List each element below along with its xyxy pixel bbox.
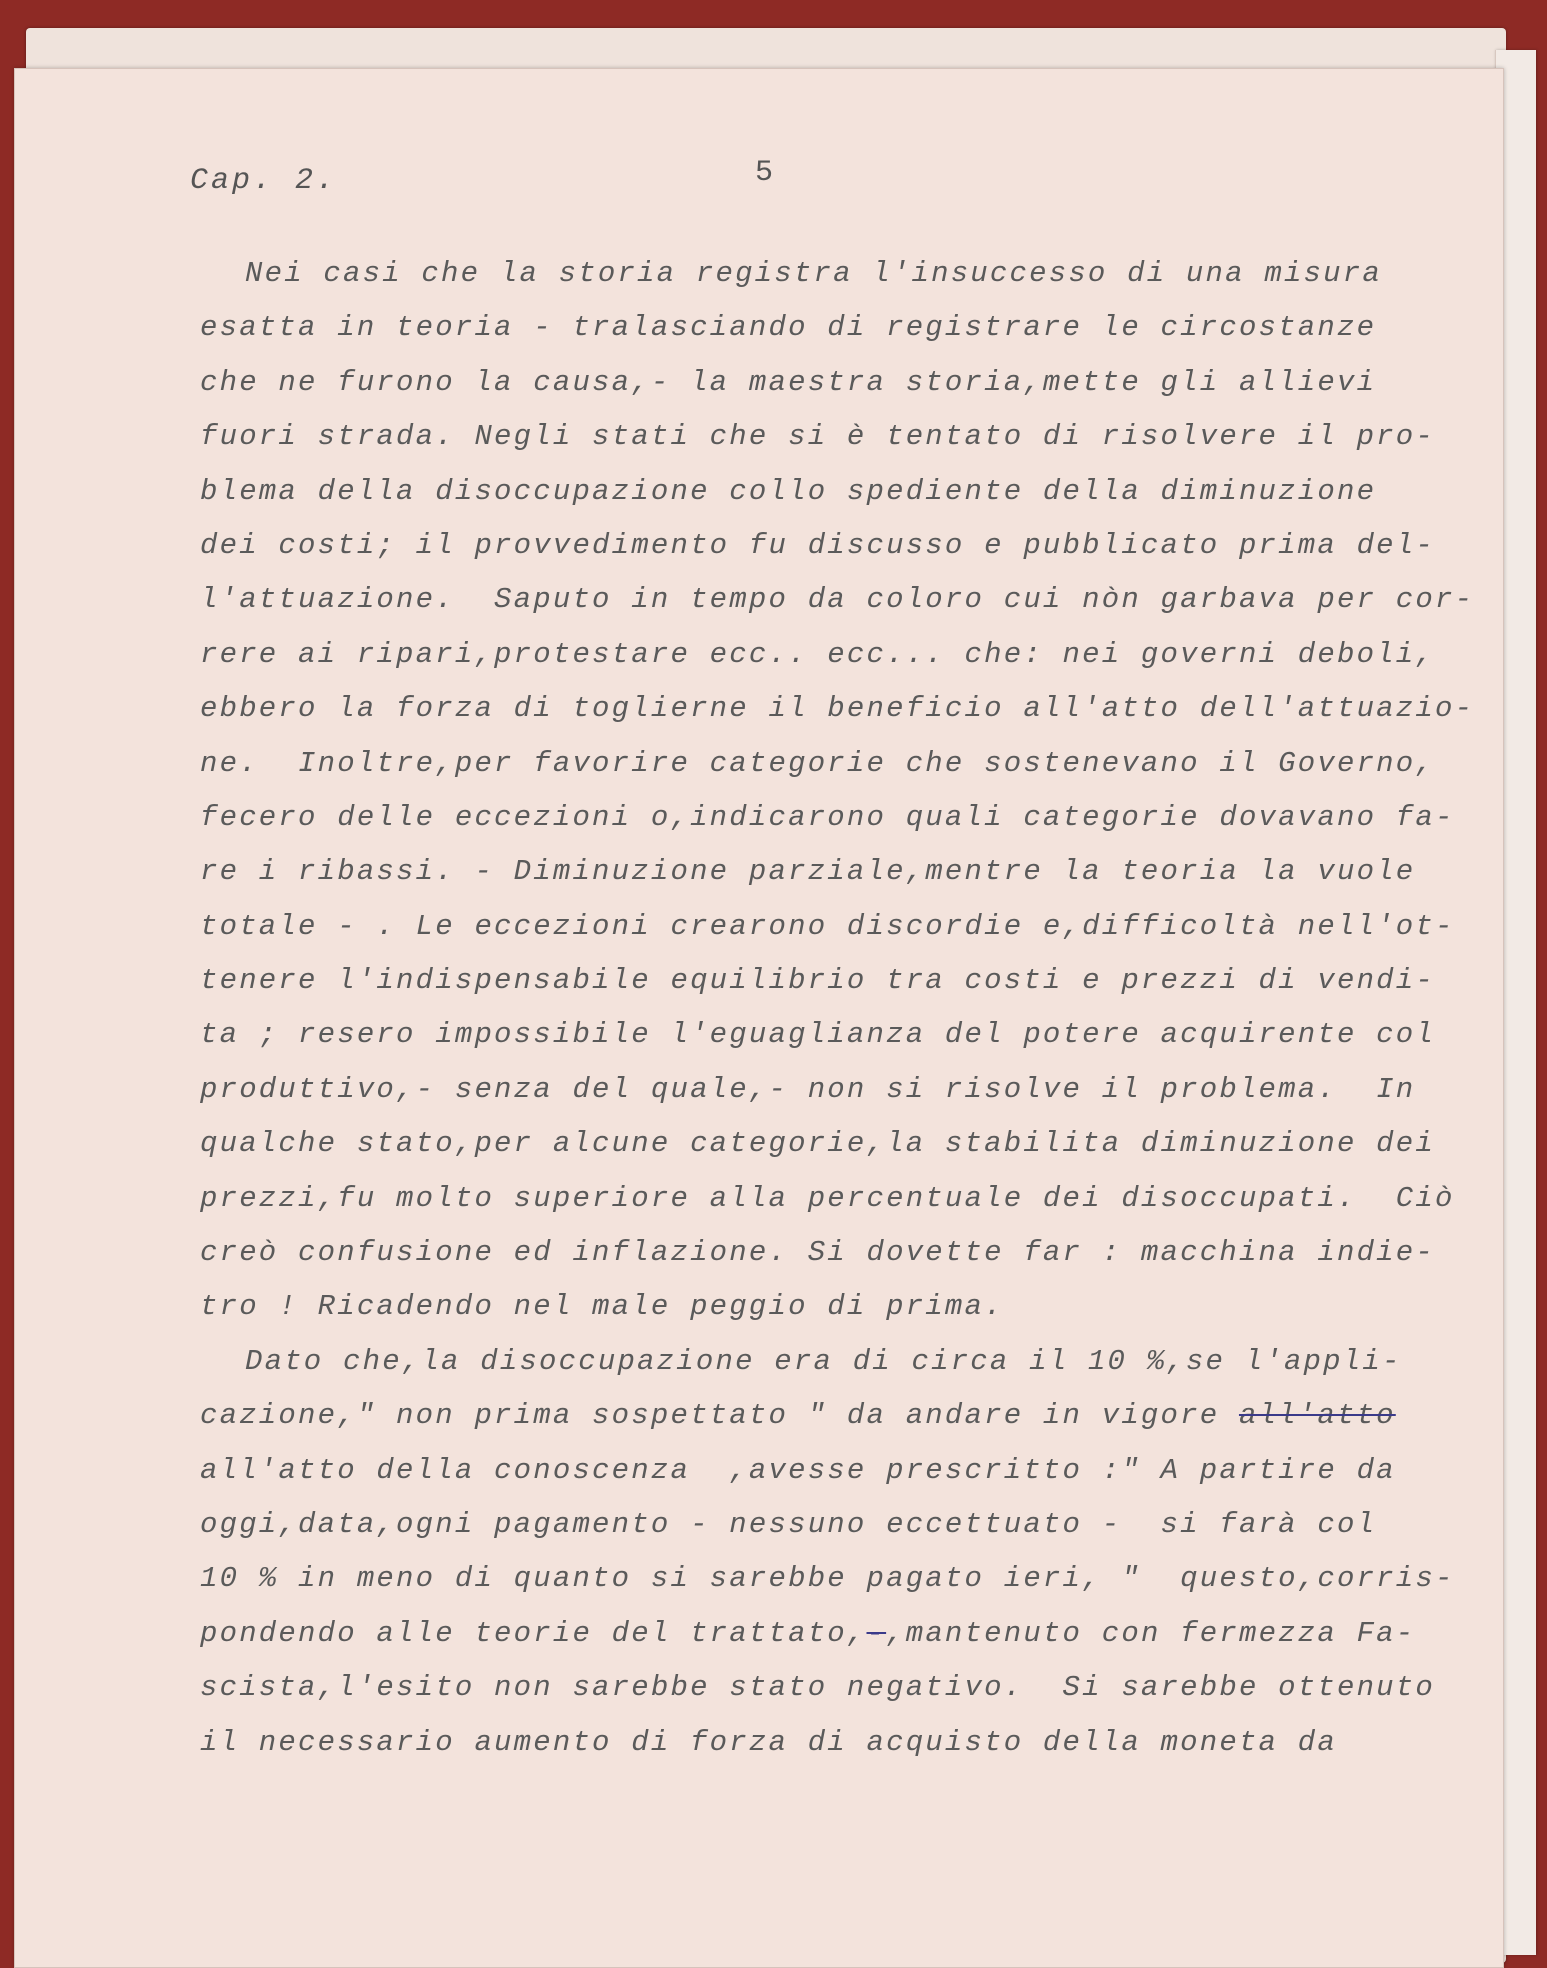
text-line: ne. Inoltre,per favorire categorie che sostenevano il Governo, xyxy=(200,746,1435,780)
body-text xyxy=(200,247,1475,1770)
typed-page xyxy=(14,68,1504,1968)
text-line: prezzi,fu molto superiore alla percentuale dei disoccupati. Ciò xyxy=(200,1181,1455,1215)
text-segment: cazione," non prima sospettato " da andare in vigore xyxy=(200,1399,1239,1433)
text-line: produttivo,- senza del quale,- non si risolve il problema. In xyxy=(200,1072,1416,1106)
struck-text: all'atto xyxy=(1238,1399,1396,1433)
text-line: creò confusione ed inflazione. Si dovette far : macchina indie- xyxy=(200,1236,1435,1270)
text-line: tenere l'indispensabile equilibrio tra costi e prezzi di vendi- xyxy=(200,964,1435,998)
page-header xyxy=(15,156,1503,224)
text-line: blema della disoccupazione collo spediente della diminuzione xyxy=(200,474,1377,508)
text-line: scista,l'esito non sarebbe stato negativo. Si sarebbe ottenuto xyxy=(200,1671,1435,1705)
text-line: il necessario aumento di forza di acquisto della moneta da xyxy=(200,1725,1337,1759)
chapter-label: Cap. 2. xyxy=(190,164,338,198)
text-line-with-correction xyxy=(200,1389,1420,1443)
text-line: all'atto della conoscenza ,avesse prescritto :" A partire da xyxy=(200,1453,1396,1487)
text-segment: pondendo alle teorie del trattato, xyxy=(200,1616,867,1650)
text-line: fuori strada. Negli stati che si è tentato di risolvere il pro- xyxy=(200,420,1435,454)
text-line: totale - . Le eccezioni crearono discordie e,difficoltà nell'ot- xyxy=(200,909,1455,943)
text-line: l'attuazione. Saputo in tempo da coloro cui nòn garbava per cor- xyxy=(200,583,1475,617)
text-segment: ,mantenuto con fermezza Fa- xyxy=(886,1616,1416,1650)
page-number: 5 xyxy=(755,156,774,190)
text-line: 10 % in meno di quanto si sarebbe pagato ieri, " questo,corris- xyxy=(200,1562,1455,1596)
text-line: qualche stato,per alcune categorie,la stabilita diminuzione dei xyxy=(200,1127,1435,1161)
text-line: ta ; resero impossibile l'eguaglianza del potere acquirente col xyxy=(200,1018,1435,1052)
text-line: rere ai ripari,protestare ecc.. ecc... che: nei governi deboli, xyxy=(200,637,1435,671)
text-line: che ne furono la causa,- la maestra storia,mette gli allievi xyxy=(200,365,1377,399)
text-line: dei costi; il provvedimento fu discusso e pubblicato prima del- xyxy=(200,528,1435,562)
text-line: esatta in teoria - tralasciando di registrare le circostanze xyxy=(200,311,1377,345)
text-line: fecero delle eccezioni o,indicarono quali categorie dovavano fa- xyxy=(200,800,1455,834)
text-line-with-correction xyxy=(200,1607,1420,1661)
text-line: tro ! Ricadendo nel male peggio di prima. xyxy=(200,1290,1004,1324)
text-line: Nei casi che la storia registra l'insuccesso di una misura xyxy=(245,257,1382,290)
text-line: re i ribassi. - Diminuzione parziale,mentre la teoria la vuole xyxy=(200,855,1416,889)
struck-text: - xyxy=(866,1616,887,1650)
text-line: ebbero la forza di toglierne il beneficio all'atto dell'attuazio- xyxy=(200,692,1475,726)
text-line: oggi,data,ogni pagamento - nessuno eccettuato - si farà col xyxy=(200,1507,1377,1541)
text-line: Dato che,la disoccupazione era di circa il 10 %,se l'appli- xyxy=(245,1344,1402,1378)
